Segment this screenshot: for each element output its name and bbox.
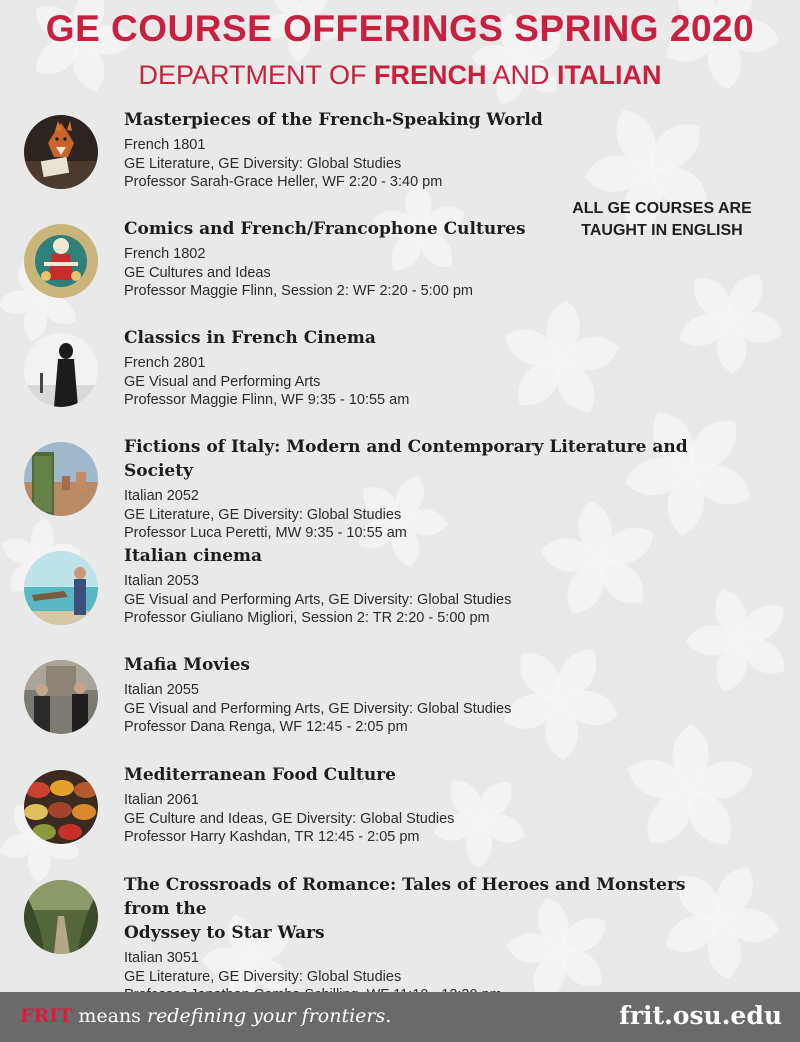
- footer-tagline: [20, 1005, 391, 1027]
- course-info: [124, 544, 724, 628]
- course-info: [124, 873, 724, 1005]
- course-ge: GE Culture and Ideas, GE Diversity: Global Studies: [124, 810, 455, 827]
- course-ge: GE Literature, GE Diversity: Global Studies: [124, 155, 402, 172]
- course-ge: GE Visual and Performing Arts: [124, 373, 321, 390]
- course-info: [124, 217, 724, 301]
- film-still-figure-photo: [24, 333, 98, 407]
- beach-film-still-photo: [24, 551, 98, 625]
- subtitle-and: AND: [492, 60, 550, 90]
- course-title-line-1: The Crossroads of Romance: Tales of Heroes and Monsters from the: [124, 875, 686, 919]
- footer-means: means: [78, 1005, 141, 1027]
- course-number: French 1801: [124, 137, 206, 153]
- notice-line-1: ALL GE COURSES ARE: [572, 200, 752, 217]
- course-info: [124, 108, 724, 192]
- course-ge: GE Visual and Performing Arts, GE Diversity: Global Studies: [124, 591, 512, 608]
- course-title-line-2: Odyssey to Star Wars: [124, 923, 325, 943]
- course-info: [124, 435, 724, 543]
- course-number: French 1802: [124, 246, 206, 262]
- subtitle-italian: ITALIAN: [557, 60, 662, 90]
- course-professor: Professor Sarah-Grace Heller, WF 2:20 - 3:40 pm: [124, 174, 443, 190]
- comic-illustration-photo: [24, 224, 98, 298]
- subtitle-prefix: DEPARTMENT OF: [138, 60, 367, 90]
- page-title: GE COURSE OFFERINGS SPRING 2020: [45, 8, 755, 49]
- course-professor: Professor Harry Kashdan, TR 12:45 - 2:05 pm: [124, 829, 420, 845]
- forest-road-photo: [24, 880, 98, 954]
- course-number: Italian 2061: [124, 792, 199, 808]
- course-professor: Professor Giuliano Migliori, Session 2: TR 2:20 - 5:00 pm: [124, 610, 490, 626]
- footer-bar: [0, 992, 800, 1042]
- course-title: Comics and French/Francophone Cultures: [124, 219, 526, 239]
- course-number: Italian 2055: [124, 682, 199, 698]
- course-ge: GE Cultures and Ideas: [124, 264, 271, 281]
- course-title: Fictions of Italy: Modern and Contemporary Literature and Society: [124, 437, 688, 481]
- course-ge: GE Literature, GE Diversity: Global Studies: [124, 506, 402, 523]
- course-title: Italian cinema: [124, 546, 263, 566]
- mafia-film-still-photo: [24, 660, 98, 734]
- course-number: Italian 2052: [124, 488, 199, 504]
- course-info: [124, 326, 724, 410]
- course-title: Classics in French Cinema: [124, 328, 376, 348]
- notice-line-2: TAUGHT IN ENGLISH: [581, 222, 743, 239]
- course-professor: Professor Maggie Flinn, Session 2: WF 2:20 - 5:00 pm: [124, 283, 473, 299]
- course-professor: Professor Maggie Flinn, WF 9:35 - 10:55 am: [124, 392, 410, 408]
- course-title: Mafia Movies: [124, 655, 251, 675]
- footer-tagline-text: redefining your frontiers.: [146, 1005, 392, 1027]
- course-professor: Professor Dana Renga, WF 12:45 - 2:05 pm: [124, 719, 408, 735]
- course-info: [124, 763, 724, 847]
- course-number: French 2801: [124, 355, 206, 371]
- course-title: [124, 873, 724, 945]
- course-info: [124, 653, 724, 737]
- spices-market-photo: [24, 770, 98, 844]
- course-number: Italian 3051: [124, 950, 199, 966]
- course-ge: GE Visual and Performing Arts, GE Diversity: Global Studies: [124, 700, 512, 717]
- course-title: Mediterranean Food Culture: [124, 765, 396, 785]
- subtitle-french: FRENCH: [374, 60, 487, 90]
- course-title: Masterpieces of the French-Speaking World: [124, 110, 543, 130]
- fox-reading-book-photo: [24, 115, 98, 189]
- course-professor: Professor Luca Peretti, MW 9:35 - 10:55 am: [124, 525, 407, 541]
- course-ge: GE Literature, GE Diversity: Global Studies: [124, 968, 402, 985]
- page-subtitle: [0, 60, 800, 91]
- italian-city-photo: [24, 442, 98, 516]
- footer-brand: FRIT: [20, 1005, 73, 1027]
- footer-url-link[interactable]: frit.osu.edu: [619, 1001, 782, 1030]
- course-number: Italian 2053: [124, 573, 199, 589]
